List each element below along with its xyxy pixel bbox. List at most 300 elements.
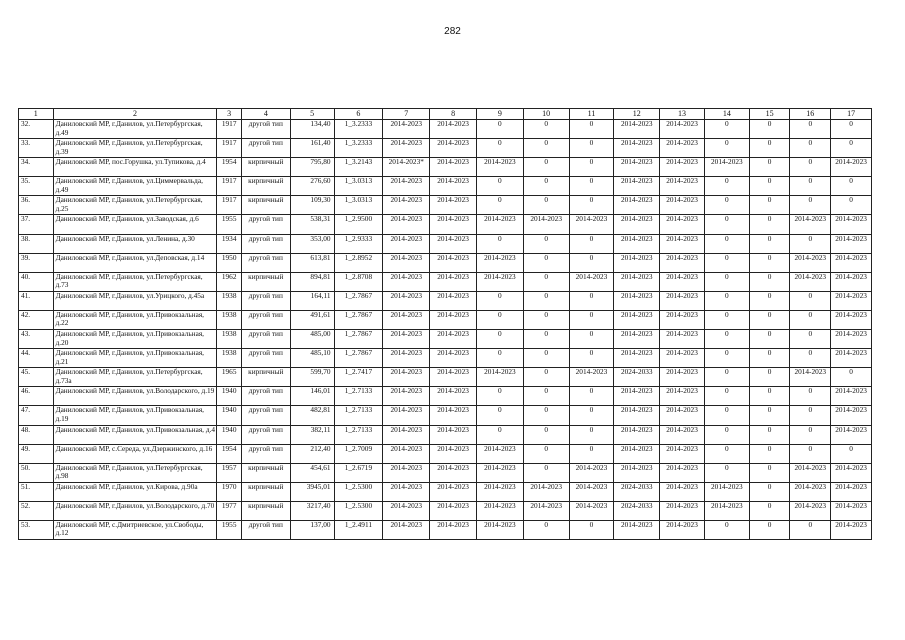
period-col-13: 2014-2023 <box>660 253 705 272</box>
period-col-8: 2014-2023 <box>430 215 477 234</box>
address-cell: Даниловский МР, г.Данилов, ул.Кирова, д.90а <box>53 482 217 501</box>
period-col-17: 2014-2023 <box>831 310 872 329</box>
period-col-11: 2014-2023 <box>569 368 614 387</box>
period-col-8: 2014-2023 <box>430 158 477 177</box>
area-cell: 485,00 <box>290 330 334 349</box>
table-row <box>19 463 872 482</box>
period-col-10: 2014-2023 <box>523 501 569 520</box>
period-col-9: 2014-2023 <box>476 272 523 291</box>
period-col-12: 2014-2023 <box>614 349 660 368</box>
period-col-10: 0 <box>523 253 569 272</box>
year-cell: 1938 <box>217 291 241 310</box>
period-col-7: 2014-2023 <box>383 406 430 425</box>
period-col-14: 0 <box>704 520 749 539</box>
column-header-8: 8 <box>430 109 477 120</box>
area-cell: 491,61 <box>290 310 334 329</box>
period-col-14: 2014-2023 <box>704 482 749 501</box>
period-col-15: 0 <box>749 272 790 291</box>
rating-code-cell: 1_2.7417 <box>334 368 383 387</box>
period-col-15: 0 <box>749 406 790 425</box>
period-col-8: 2014-2023 <box>430 368 477 387</box>
area-cell: 3945,01 <box>290 482 334 501</box>
row-number: 50. <box>19 463 54 482</box>
period-col-10: 2014-2023 <box>523 482 569 501</box>
period-col-15: 0 <box>749 463 790 482</box>
period-col-7: 2014-2023 <box>383 120 430 139</box>
period-col-8: 2014-2023 <box>430 234 477 253</box>
rating-code-cell: 1_2.7867 <box>334 310 383 329</box>
period-col-17: 0 <box>831 368 872 387</box>
period-col-11: 2014-2023 <box>569 215 614 234</box>
page-number: 282 <box>444 26 461 37</box>
table-row <box>19 158 872 177</box>
period-col-11: 0 <box>569 253 614 272</box>
area-cell: 212,40 <box>290 444 334 463</box>
period-col-15: 0 <box>749 330 790 349</box>
period-col-16: 0 <box>790 520 831 539</box>
row-number: 51. <box>19 482 54 501</box>
year-cell: 1938 <box>217 330 241 349</box>
area-cell: 382,11 <box>290 425 334 444</box>
period-col-7: 2014-2023 <box>383 253 430 272</box>
period-col-10: 0 <box>523 520 569 539</box>
period-col-15: 0 <box>749 310 790 329</box>
wall-type-cell: другой тип <box>241 520 290 539</box>
area-cell: 599,70 <box>290 368 334 387</box>
row-number: 39. <box>19 253 54 272</box>
period-col-10: 0 <box>523 444 569 463</box>
period-col-12: 2014-2023 <box>614 463 660 482</box>
period-col-12: 2014-2023 <box>614 196 660 215</box>
column-header-3: 3 <box>217 109 241 120</box>
rating-code-cell: 1_2.6719 <box>334 463 383 482</box>
table-row <box>19 520 872 539</box>
period-col-13: 2014-2023 <box>660 444 705 463</box>
wall-type-cell: кирпичный <box>241 177 290 196</box>
period-col-17: 2014-2023 <box>831 482 872 501</box>
wall-type-cell: кирпичный <box>241 272 290 291</box>
period-col-11: 0 <box>569 444 614 463</box>
wall-type-cell: другой тип <box>241 234 290 253</box>
address-cell: Даниловский МР, г.Данилов, ул.Привокзальная, д.22 <box>53 310 217 329</box>
table-row <box>19 425 872 444</box>
column-header-5: 5 <box>290 109 334 120</box>
period-col-7: 2014-2023 <box>383 368 430 387</box>
row-number: 36. <box>19 196 54 215</box>
address-cell: Даниловский МР, г.Данилов, ул.Привокзальная, д.19 <box>53 406 217 425</box>
address-cell: Даниловский МР, г.Данилов, ул.Циммервальда, д.49 <box>53 177 217 196</box>
wall-type-cell: кирпичный <box>241 196 290 215</box>
period-col-12: 2014-2023 <box>614 310 660 329</box>
period-col-8: 2014-2023 <box>430 482 477 501</box>
address-cell: Даниловский МР, г.Данилов, ул.Привокзальная, д.21 <box>53 349 217 368</box>
period-col-8: 2014-2023 <box>430 253 477 272</box>
year-cell: 1977 <box>217 501 241 520</box>
period-col-16: 2014-2023 <box>790 253 831 272</box>
period-col-7: 2014-2023 <box>383 501 430 520</box>
row-number: 41. <box>19 291 54 310</box>
period-col-14: 0 <box>704 215 749 234</box>
period-col-13: 2014-2023 <box>660 234 705 253</box>
period-col-9: 0 <box>476 406 523 425</box>
address-cell: Даниловский МР, г.Данилов, ул.Володарского, д.70 <box>53 501 217 520</box>
period-col-17: 0 <box>831 120 872 139</box>
period-col-15: 0 <box>749 349 790 368</box>
address-cell: Даниловский МР, г.Данилов, ул.Деповская, д.14 <box>53 253 217 272</box>
rating-code-cell: 1_2.5300 <box>334 482 383 501</box>
period-col-15: 0 <box>749 158 790 177</box>
area-cell: 109,30 <box>290 196 334 215</box>
area-cell: 485,10 <box>290 349 334 368</box>
table-row <box>19 349 872 368</box>
period-col-9: 2014-2023 <box>476 368 523 387</box>
table-row <box>19 272 872 291</box>
period-col-7: 2014-2023 <box>383 330 430 349</box>
period-col-10: 0 <box>523 120 569 139</box>
address-cell: Даниловский МР, г.Данилов, ул.Володарского, д.19 <box>53 387 217 406</box>
year-cell: 1954 <box>217 444 241 463</box>
wall-type-cell: другой тип <box>241 330 290 349</box>
wall-type-cell: кирпичный <box>241 501 290 520</box>
period-col-13: 2014-2023 <box>660 368 705 387</box>
column-header-16: 16 <box>790 109 831 120</box>
column-header-1: 1 <box>19 109 54 120</box>
period-col-14: 0 <box>704 444 749 463</box>
period-col-10: 0 <box>523 234 569 253</box>
period-col-7: 2014-2023 <box>383 463 430 482</box>
table-row <box>19 139 872 158</box>
period-col-15: 0 <box>749 368 790 387</box>
period-col-10: 0 <box>523 425 569 444</box>
column-header-7: 7 <box>383 109 430 120</box>
wall-type-cell: другой тип <box>241 444 290 463</box>
period-col-15: 0 <box>749 520 790 539</box>
year-cell: 1934 <box>217 234 241 253</box>
address-cell: Даниловский МР, пос.Горушка, ул.Тупикова, д.4 <box>53 158 217 177</box>
address-cell: Даниловский МР, г.Данилов, ул.Петербургская, д.49 <box>53 120 217 139</box>
wall-type-cell: другой тип <box>241 139 290 158</box>
period-col-16: 0 <box>790 387 831 406</box>
rating-code-cell: 1_2.7133 <box>334 406 383 425</box>
period-col-9: 2014-2023 <box>476 444 523 463</box>
wall-type-cell: кирпичный <box>241 482 290 501</box>
period-col-12: 2014-2023 <box>614 234 660 253</box>
period-col-14: 0 <box>704 330 749 349</box>
period-col-9: 2014-2023 <box>476 482 523 501</box>
period-col-16: 2014-2023 <box>790 368 831 387</box>
period-col-16: 0 <box>790 330 831 349</box>
table-row <box>19 310 872 329</box>
row-number: 44. <box>19 349 54 368</box>
wall-type-cell: другой тип <box>241 253 290 272</box>
area-cell: 137,00 <box>290 520 334 539</box>
period-col-17: 2014-2023 <box>831 330 872 349</box>
row-number: 43. <box>19 330 54 349</box>
area-cell: 276,60 <box>290 177 334 196</box>
address-cell: Даниловский МР, г.Данилов, ул.Петербургская, д.73а <box>53 368 217 387</box>
period-col-16: 0 <box>790 177 831 196</box>
period-col-7: 2014-2023 <box>383 234 430 253</box>
period-col-11: 0 <box>569 349 614 368</box>
wall-type-cell: другой тип <box>241 387 290 406</box>
period-col-15: 0 <box>749 120 790 139</box>
period-col-11: 0 <box>569 196 614 215</box>
wall-type-cell: другой тип <box>241 120 290 139</box>
address-cell: Даниловский МР, г.Данилов, ул.Петербургская, д.98 <box>53 463 217 482</box>
period-col-12: 2014-2023 <box>614 272 660 291</box>
period-col-17: 0 <box>831 444 872 463</box>
column-header-6: 6 <box>334 109 383 120</box>
table-row <box>19 234 872 253</box>
period-col-12: 2024-2033 <box>614 501 660 520</box>
period-col-16: 0 <box>790 196 831 215</box>
area-cell: 795,80 <box>290 158 334 177</box>
period-col-15: 0 <box>749 444 790 463</box>
year-cell: 1940 <box>217 387 241 406</box>
year-cell: 1954 <box>217 158 241 177</box>
period-col-17: 0 <box>831 196 872 215</box>
year-cell: 1955 <box>217 215 241 234</box>
table-row <box>19 215 872 234</box>
year-cell: 1938 <box>217 349 241 368</box>
rating-code-cell: 1_2.8708 <box>334 272 383 291</box>
period-col-12: 2024-2033 <box>614 368 660 387</box>
area-cell: 134,40 <box>290 120 334 139</box>
period-col-12: 2014-2023 <box>614 330 660 349</box>
rating-code-cell: 1_2.8952 <box>334 253 383 272</box>
period-col-9: 0 <box>476 349 523 368</box>
table-body <box>19 120 872 540</box>
period-col-9: 2014-2023 <box>476 501 523 520</box>
row-number: 47. <box>19 406 54 425</box>
period-col-11: 0 <box>569 425 614 444</box>
period-col-8: 2014-2023 <box>430 349 477 368</box>
period-col-13: 2014-2023 <box>660 482 705 501</box>
rating-code-cell: 1_2.9333 <box>334 234 383 253</box>
buildings-table <box>18 108 872 540</box>
period-col-17: 2014-2023 <box>831 406 872 425</box>
period-col-8: 2014-2023 <box>430 520 477 539</box>
period-col-11: 0 <box>569 177 614 196</box>
period-col-17: 2014-2023 <box>831 387 872 406</box>
period-col-8: 2014-2023 <box>430 120 477 139</box>
period-col-16: 2014-2023 <box>790 463 831 482</box>
period-col-10: 0 <box>523 177 569 196</box>
year-cell: 1957 <box>217 463 241 482</box>
period-col-15: 0 <box>749 482 790 501</box>
period-col-7: 2014-2023 <box>383 310 430 329</box>
period-col-14: 0 <box>704 425 749 444</box>
period-col-15: 0 <box>749 177 790 196</box>
period-col-17: 2014-2023 <box>831 234 872 253</box>
period-col-14: 0 <box>704 406 749 425</box>
wall-type-cell: другой тип <box>241 406 290 425</box>
period-col-11: 0 <box>569 291 614 310</box>
column-header-17: 17 <box>831 109 872 120</box>
column-header-15: 15 <box>749 109 790 120</box>
period-col-10: 0 <box>523 349 569 368</box>
address-cell: Даниловский МР, г.Данилов, ул.Заводская, д.6 <box>53 215 217 234</box>
year-cell: 1917 <box>217 120 241 139</box>
rating-code-cell: 1_2.7867 <box>334 330 383 349</box>
period-col-16: 2014-2023 <box>790 482 831 501</box>
row-number: 52. <box>19 501 54 520</box>
period-col-7: 2014-2023 <box>383 425 430 444</box>
period-col-17: 2014-2023 <box>831 463 872 482</box>
period-col-10: 0 <box>523 387 569 406</box>
period-col-11: 0 <box>569 406 614 425</box>
rating-code-cell: 1_2.7133 <box>334 387 383 406</box>
period-col-9: 0 <box>476 234 523 253</box>
column-header-13: 13 <box>660 109 705 120</box>
period-col-16: 0 <box>790 158 831 177</box>
period-col-12: 2014-2023 <box>614 387 660 406</box>
year-cell: 1950 <box>217 253 241 272</box>
table-row <box>19 330 872 349</box>
table-row <box>19 444 872 463</box>
column-header-10: 10 <box>523 109 569 120</box>
column-header-9: 9 <box>476 109 523 120</box>
year-cell: 1965 <box>217 368 241 387</box>
period-col-16: 0 <box>790 139 831 158</box>
rating-code-cell: 1_3.2143 <box>334 158 383 177</box>
period-col-8: 2014-2023 <box>430 272 477 291</box>
table-row <box>19 501 872 520</box>
rating-code-cell: 1_2.7867 <box>334 291 383 310</box>
period-col-9: 2014-2023 <box>476 520 523 539</box>
period-col-13: 2014-2023 <box>660 425 705 444</box>
period-col-12: 2014-2023 <box>614 158 660 177</box>
rating-code-cell: 1_2.4911 <box>334 520 383 539</box>
period-col-15: 0 <box>749 196 790 215</box>
year-cell: 1917 <box>217 177 241 196</box>
period-col-13: 2014-2023 <box>660 272 705 291</box>
period-col-13: 2014-2023 <box>660 349 705 368</box>
table-row <box>19 368 872 387</box>
wall-type-cell: кирпичный <box>241 463 290 482</box>
period-col-14: 0 <box>704 253 749 272</box>
address-cell: Даниловский МР, г.Данилов, ул.Петербургская, д.39 <box>53 139 217 158</box>
period-col-7: 2014-2023 <box>383 272 430 291</box>
period-col-11: 0 <box>569 120 614 139</box>
period-col-9: 0 <box>476 425 523 444</box>
period-col-15: 0 <box>749 215 790 234</box>
table-row <box>19 482 872 501</box>
period-col-13: 2014-2023 <box>660 463 705 482</box>
period-col-7: 2014-2023 <box>383 482 430 501</box>
period-col-7: 2014-2023 <box>383 215 430 234</box>
period-col-13: 2014-2023 <box>660 196 705 215</box>
year-cell: 1962 <box>217 272 241 291</box>
period-col-17: 0 <box>831 177 872 196</box>
column-header-4: 4 <box>241 109 290 120</box>
row-number: 46. <box>19 387 54 406</box>
period-col-11: 0 <box>569 520 614 539</box>
period-col-10: 0 <box>523 368 569 387</box>
column-header-14: 14 <box>704 109 749 120</box>
rating-code-cell: 1_3.2333 <box>334 120 383 139</box>
area-cell: 454,61 <box>290 463 334 482</box>
period-col-15: 0 <box>749 234 790 253</box>
row-number: 35. <box>19 177 54 196</box>
table-row <box>19 120 872 139</box>
period-col-13: 2014-2023 <box>660 310 705 329</box>
period-col-14: 2014-2023 <box>704 158 749 177</box>
period-col-14: 2014-2023 <box>704 501 749 520</box>
period-col-7: 2014-2023 <box>383 139 430 158</box>
row-number: 53. <box>19 520 54 539</box>
period-col-9: 0 <box>476 139 523 158</box>
period-col-16: 0 <box>790 120 831 139</box>
rating-code-cell: 1_2.9500 <box>334 215 383 234</box>
row-number: 34. <box>19 158 54 177</box>
period-col-8: 2014-2023 <box>430 444 477 463</box>
wall-type-cell: другой тип <box>241 349 290 368</box>
address-cell: Даниловский МР, с.Середа, ул.Дзержинского, д.16 <box>53 444 217 463</box>
period-col-10: 0 <box>523 406 569 425</box>
wall-type-cell: кирпичный <box>241 158 290 177</box>
year-cell: 1940 <box>217 425 241 444</box>
period-col-14: 0 <box>704 234 749 253</box>
period-col-7: 2014-2023 <box>383 520 430 539</box>
period-col-10: 2014-2023 <box>523 215 569 234</box>
period-col-7: 2014-2023 <box>383 349 430 368</box>
period-col-16: 0 <box>790 291 831 310</box>
period-col-8: 2014-2023 <box>430 425 477 444</box>
period-col-13: 2014-2023 <box>660 120 705 139</box>
period-col-17: 0 <box>831 139 872 158</box>
period-col-16: 0 <box>790 234 831 253</box>
period-col-10: 0 <box>523 330 569 349</box>
period-col-15: 0 <box>749 253 790 272</box>
area-cell: 538,31 <box>290 215 334 234</box>
period-col-11: 0 <box>569 158 614 177</box>
rating-code-cell: 1_2.7133 <box>334 425 383 444</box>
period-col-16: 2014-2023 <box>790 272 831 291</box>
year-cell: 1955 <box>217 520 241 539</box>
period-col-13: 2014-2023 <box>660 330 705 349</box>
period-col-12: 2014-2023 <box>614 215 660 234</box>
period-col-11: 0 <box>569 234 614 253</box>
area-cell: 482,81 <box>290 406 334 425</box>
period-col-11: 2014-2023 <box>569 482 614 501</box>
table-row <box>19 177 872 196</box>
year-cell: 1917 <box>217 196 241 215</box>
address-cell: Даниловский МР, г.Данилов, ул.Петербургская, д.73 <box>53 272 217 291</box>
period-col-13: 2014-2023 <box>660 139 705 158</box>
period-col-14: 0 <box>704 139 749 158</box>
period-col-16: 0 <box>790 349 831 368</box>
period-col-11: 2014-2023 <box>569 501 614 520</box>
period-col-17: 2014-2023 <box>831 272 872 291</box>
period-col-9: 2014-2023 <box>476 463 523 482</box>
period-col-17: 2014-2023 <box>831 158 872 177</box>
period-col-8: 2014-2023 <box>430 177 477 196</box>
address-cell: Даниловский МР, г.Данилов, ул.Ленина, д.30 <box>53 234 217 253</box>
column-header-2: 2 <box>53 109 217 120</box>
period-col-8: 2014-2023 <box>430 387 477 406</box>
period-col-14: 0 <box>704 120 749 139</box>
period-col-12: 2024-2033 <box>614 482 660 501</box>
period-col-8: 2014-2023 <box>430 330 477 349</box>
period-col-16: 2014-2023 <box>790 215 831 234</box>
row-number: 33. <box>19 139 54 158</box>
rating-code-cell: 1_2.7009 <box>334 444 383 463</box>
area-cell: 146,01 <box>290 387 334 406</box>
period-col-17: 2014-2023 <box>831 520 872 539</box>
period-col-10: 0 <box>523 291 569 310</box>
period-col-10: 0 <box>523 139 569 158</box>
